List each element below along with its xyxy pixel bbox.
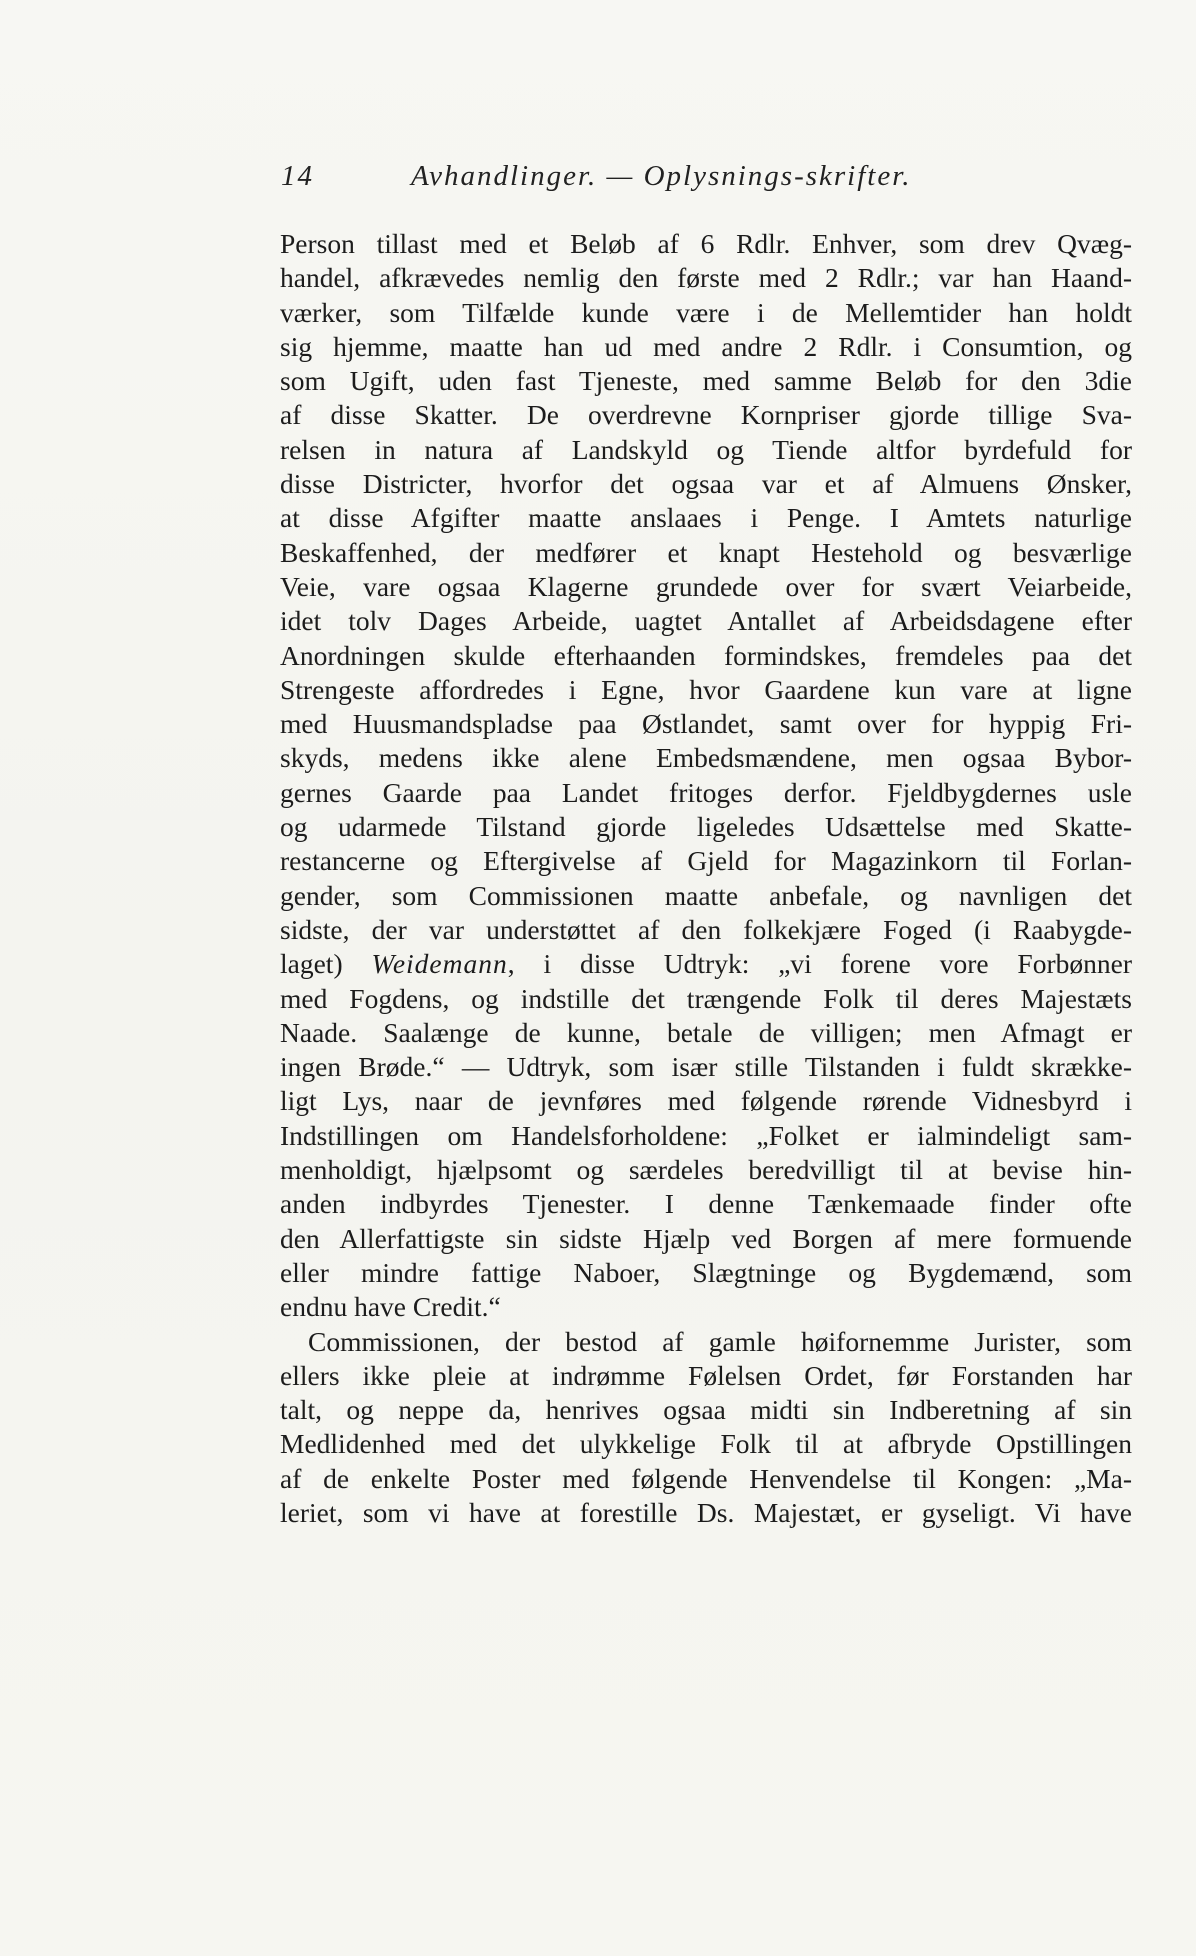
text-line: ligt Lys, naar de jevnføres med følgende rørende Vidnesbyrd i <box>280 1085 1132 1117</box>
text-line: gender, som Commissionen maatte anbefale, og navnligen det <box>280 879 1132 911</box>
text-line: Beskaffenhed, der medfører et knapt Hestehold og besværlige <box>280 536 1132 568</box>
text-line: Veie, vare ogsaa Klagerne grundede over for svært Veiarbeide, <box>280 570 1132 602</box>
text-line: menholdigt, hjælpsomt og særdeles beredvilligt til at bevise hin- <box>280 1154 1132 1186</box>
text-line: anden indbyrdes Tjenester. I denne Tænkemaade finder ofte <box>280 1188 1132 1220</box>
text-line-paragraph-start: Commissionen, der bestod af gamle høifornemme Jurister, som <box>308 1325 1132 1357</box>
text-line: leriet, som vi have at forestille Ds. Majestæt, er gyseligt. Vi have <box>280 1496 1132 1528</box>
text-line: Naade. Saalænge de kunne, betale de villigen; men Afmagt er <box>280 1016 1132 1048</box>
text-line: talt, og neppe da, henrives ogsaa midti sin Indberetning af sin <box>280 1394 1132 1426</box>
text-line: den Allerfattigste sin sidste Hjælp ved Borgen af mere formuende <box>280 1222 1132 1254</box>
text-segment: , i disse Udtryk: „vi forene vore Forbønner <box>507 948 1132 980</box>
text-line: eller mindre fattige Naboer, Slægtninge og Bygdemænd, som <box>280 1256 1132 1288</box>
text-segment: laget) <box>280 948 372 980</box>
text-line: sidste, der var understøttet af den folkekjære Foged (i Raabygde- <box>280 913 1132 945</box>
text-line: handel, afkrævedes nemlig den første med 2 Rdlr.; var han Haand- <box>280 262 1132 294</box>
text-line: ellers ikke pleie at indrømme Følelsen Ordet, før Forstanden har <box>280 1359 1132 1391</box>
text-line: med Huusmandspladse paa Østlandet, samt over for hyppig Fri- <box>280 708 1132 740</box>
text-line: skyds, medens ikke alene Embedsmændene, men ogsaa Bybor- <box>280 742 1132 774</box>
text-line: med Fogdens, og indstille det trængende Folk til deres Majestæts <box>280 982 1132 1014</box>
page-number: 14 <box>281 160 314 192</box>
body-text <box>280 227 1132 1530</box>
running-title: Avhandlinger. — Oplysnings-skrifter. <box>411 160 912 192</box>
emphasized-name: Weidemann <box>371 948 508 980</box>
text-line: gernes Gaarde paa Landet fritoges derfor. Fjeldbygdernes usle <box>280 776 1132 808</box>
text-line: idet tolv Dages Arbeide, uagtet Antallet af Arbeidsdagene efter <box>280 605 1132 637</box>
text-line: som Ugift, uden fast Tjeneste, med samme Beløb for den 3die <box>280 365 1132 397</box>
text-line: Anordningen skulde efterhaanden formindskes, fremdeles paa det <box>280 639 1132 671</box>
text-line: ingen Brøde.“ — Udtryk, som især stille Tilstanden i fuldt skrække- <box>280 1051 1132 1083</box>
text-line: restancerne og Eftergivelse af Gjeld for Magazinkorn til Forlan- <box>280 845 1132 877</box>
text-line: at disse Afgifter maatte anslaaes i Penge. I Amtets naturlige <box>280 502 1132 534</box>
text-line: Strengeste affordredes i Egne, hvor Gaardene kun vare at ligne <box>280 673 1132 705</box>
text-line-with-emphasis <box>280 947 1132 981</box>
text-line: Indstillingen om Handelsforholdene: „Folket er ialmindeligt sam- <box>280 1119 1132 1151</box>
text-line: Person tillast med et Beløb af 6 Rdlr. Enhver, som drev Qvæg- <box>280 228 1132 259</box>
text-line: disse Districter, hvorfor det ogsaa var et af Almuens Ønsker, <box>280 468 1132 500</box>
text-line: værker, som Tilfælde kunde være i de Mellemtider han holdt <box>280 296 1132 328</box>
text-line: og udarmede Tilstand gjorde ligeledes Udsættelse med Skatte- <box>280 811 1132 843</box>
text-line: Medlidenhed med det ulykkelige Folk til at afbryde Opstillingen <box>280 1428 1132 1460</box>
text-line-paragraph-end: endnu have Credit.“ <box>280 1291 501 1323</box>
text-line: af disse Skatter. De overdrevne Kornpriser gjorde tillige Sva- <box>280 399 1132 431</box>
running-head <box>281 160 1141 204</box>
text-line: relsen in natura af Landskyld og Tiende altfor byrdefuld for <box>280 433 1132 465</box>
text-line: af de enkelte Poster med følgende Henvendelse til Kongen: „Ma- <box>280 1462 1132 1494</box>
text-line: sig hjemme, maatte han ud med andre 2 Rdlr. i Consumtion, og <box>280 330 1132 362</box>
